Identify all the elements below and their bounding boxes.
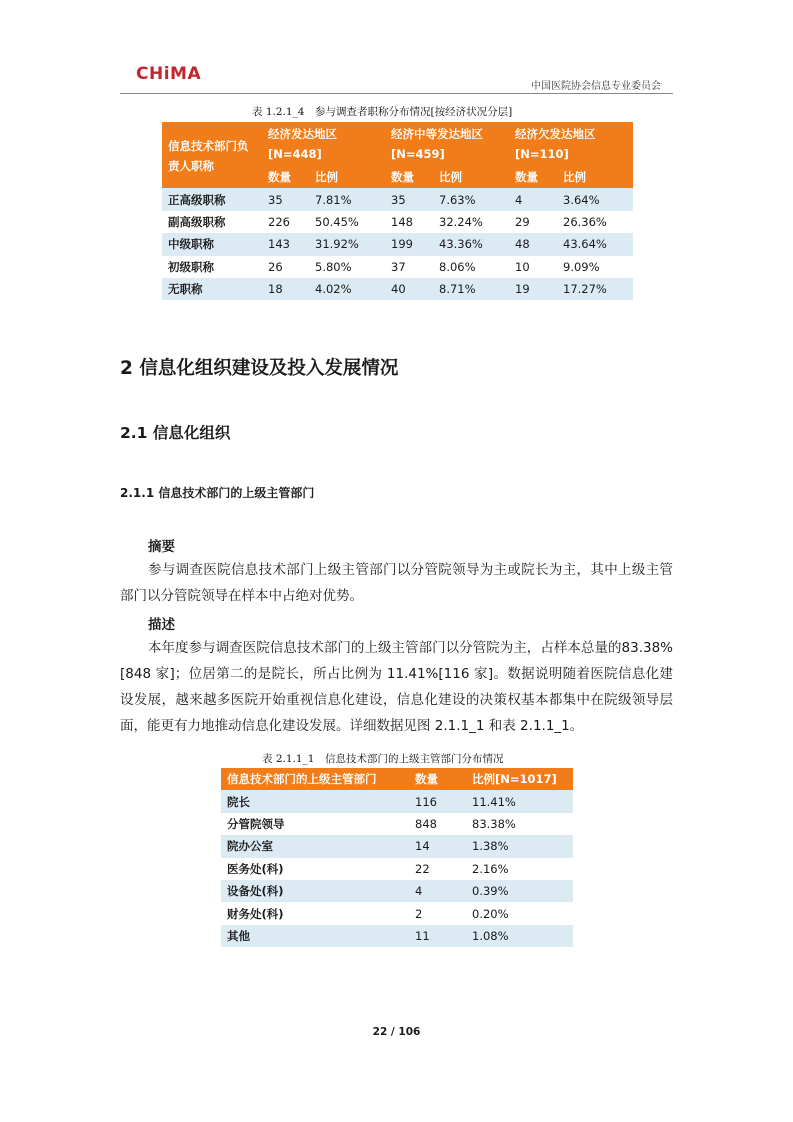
- cell-count: 14: [409, 835, 466, 857]
- cell-ratio: 0.20%: [466, 902, 573, 924]
- cell-ratio: 11.41%: [466, 790, 573, 812]
- cell-count: 26: [262, 256, 309, 278]
- cell-ratio: 8.71%: [433, 278, 509, 300]
- group-n: [N=448]: [268, 147, 322, 161]
- table-row: [162, 233, 633, 255]
- table-row: [221, 925, 573, 947]
- cell-ratio: 1.08%: [466, 925, 573, 947]
- table-row: [162, 211, 633, 233]
- cell-count: 848: [409, 813, 466, 835]
- row-label: 分管院领导: [221, 813, 409, 835]
- section-heading-2: 2 信息化组织建设及投入发展情况: [120, 358, 399, 379]
- table-row: [221, 880, 573, 902]
- cell-count: 48: [509, 233, 557, 255]
- abstract-paragraph: 参与调查医院信息技术部门上级主管部门以分管院领导为主或院长为主，其中上级主管部门以分管院领导在样本中占绝对优势。: [120, 562, 673, 604]
- table1-caption: 表 1.2.1_4 参与调查者职称分布情况[按经济状况分层]: [252, 106, 513, 118]
- cell-count: 22: [409, 858, 466, 880]
- subheader-ratio: 比例: [557, 166, 633, 188]
- table1-header-row: [162, 122, 633, 166]
- cell-ratio: 43.64%: [557, 233, 633, 255]
- header-divider: [120, 93, 673, 94]
- table-row: [162, 256, 633, 278]
- group-n: [N=110]: [515, 147, 569, 161]
- table1-row-header-title-line1: 信息技术部门负: [168, 139, 249, 153]
- table1-group-underdeveloped: [509, 122, 633, 166]
- subheader-count: 数量: [262, 166, 309, 188]
- cell-count: 18: [262, 278, 309, 300]
- cell-count: 10: [509, 256, 557, 278]
- subheader-ratio: 比例: [309, 166, 385, 188]
- table2-header-ratio: 比例[N=1017]: [466, 768, 573, 790]
- group-name: 经济中等发达地区: [391, 127, 483, 141]
- table2-header-row: [221, 768, 573, 790]
- group-name: 经济发达地区: [268, 127, 337, 141]
- cell-count: 35: [262, 188, 309, 210]
- cell-ratio: 32.24%: [433, 211, 509, 233]
- table-row: [221, 835, 573, 857]
- cell-count: 226: [262, 211, 309, 233]
- table2-header-dept: 信息技术部门的上级主管部门: [221, 768, 409, 790]
- table1: [162, 122, 633, 300]
- table2-caption: 表 2.1.1_1 信息技术部门的上级主管部门分布情况: [262, 753, 504, 765]
- row-label: 其他: [221, 925, 409, 947]
- cell-count: 40: [385, 278, 433, 300]
- subheader-ratio: 比例: [433, 166, 509, 188]
- cell-ratio: 26.36%: [557, 211, 633, 233]
- description-title: 描述: [148, 617, 175, 633]
- table-row: [221, 902, 573, 924]
- group-name: 经济欠发达地区: [515, 127, 596, 141]
- row-label: 财务处(科): [221, 902, 409, 924]
- table-row: [221, 813, 573, 835]
- table2: [221, 768, 573, 947]
- table1-row-header-title-line2: 责人职称: [168, 159, 214, 173]
- cell-count: 148: [385, 211, 433, 233]
- cell-count: 11: [409, 925, 466, 947]
- cell-count: 116: [409, 790, 466, 812]
- subheader-count: 数量: [509, 166, 557, 188]
- cell-ratio: 7.81%: [309, 188, 385, 210]
- cell-count: 35: [385, 188, 433, 210]
- table-row: [162, 278, 633, 300]
- row-label: 无职称: [162, 278, 262, 300]
- row-label: 副高级职称: [162, 211, 262, 233]
- organization-name: 中国医院协会信息专业委员会: [531, 81, 661, 92]
- cell-ratio: 4.02%: [309, 278, 385, 300]
- row-label: 院办公室: [221, 835, 409, 857]
- table1-row-header-title: [162, 122, 262, 188]
- cell-ratio: 31.92%: [309, 233, 385, 255]
- cell-count: 199: [385, 233, 433, 255]
- cell-ratio: 5.80%: [309, 256, 385, 278]
- table1-group-developed: [262, 122, 385, 166]
- page-number: 22 / 106: [372, 1026, 421, 1038]
- row-label: 中级职称: [162, 233, 262, 255]
- subheader-count: 数量: [385, 166, 433, 188]
- cell-ratio: 0.39%: [466, 880, 573, 902]
- section-heading-2-1-1: 2.1.1 信息技术部门的上级主管部门: [120, 486, 315, 500]
- cell-ratio: 83.38%: [466, 813, 573, 835]
- cell-ratio: 9.09%: [557, 256, 633, 278]
- description-paragraph: 本年度参与调查医院信息技术部门的上级主管部门以分管院为主，占样本总量的83.38%[848 家]；位居第二的是院长，所占比例为 11.41%[116 家]。数据说明随着医院信息化建设发展，越来越多医院开始重视信息化建设，信息化建设的决策权基本都集中在院级领导层面，能更有力地推动信息化建设发展。详细数据见图 2.1.1_1 和表 2.1.1_1。: [120, 640, 673, 734]
- row-label: 正高级职称: [162, 188, 262, 210]
- cell-ratio: 7.63%: [433, 188, 509, 210]
- cell-ratio: 2.16%: [466, 858, 573, 880]
- cell-count: 143: [262, 233, 309, 255]
- row-label: 医务处(科): [221, 858, 409, 880]
- cell-count: 2: [409, 902, 466, 924]
- cell-ratio: 43.36%: [433, 233, 509, 255]
- table-row: [221, 858, 573, 880]
- cell-ratio: 3.64%: [557, 188, 633, 210]
- cell-count: 37: [385, 256, 433, 278]
- cell-count: 4: [409, 880, 466, 902]
- chima-logo: CHiMA: [136, 64, 202, 84]
- abstract-title: 摘要: [148, 539, 175, 555]
- cell-ratio: 17.27%: [557, 278, 633, 300]
- cell-ratio: 50.45%: [309, 211, 385, 233]
- row-label: 初级职称: [162, 256, 262, 278]
- group-n: [N=459]: [391, 147, 445, 161]
- cell-ratio: 8.06%: [433, 256, 509, 278]
- cell-count: 4: [509, 188, 557, 210]
- table-row: [221, 790, 573, 812]
- section-heading-2-1: 2.1 信息化组织: [120, 424, 231, 442]
- table2-header-count: 数量: [409, 768, 466, 790]
- row-label: 设备处(科): [221, 880, 409, 902]
- table-row: [162, 188, 633, 210]
- cell-count: 29: [509, 211, 557, 233]
- table1-group-middle: [385, 122, 509, 166]
- row-label: 院长: [221, 790, 409, 812]
- cell-ratio: 1.38%: [466, 835, 573, 857]
- cell-count: 19: [509, 278, 557, 300]
